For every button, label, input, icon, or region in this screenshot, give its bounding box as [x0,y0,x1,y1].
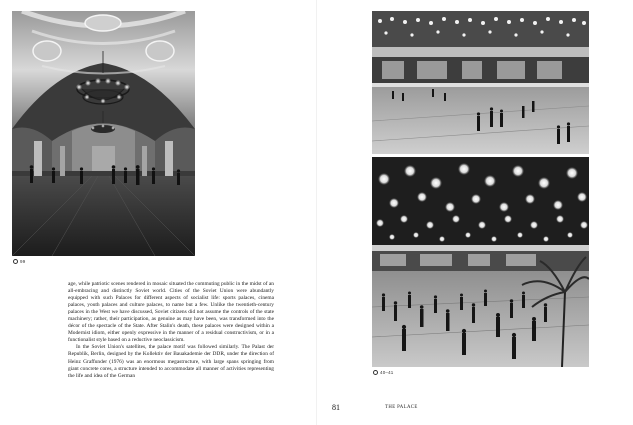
figure-label-left [13,259,25,264]
metro-station-photo [12,11,195,256]
figure-marker-icon [13,259,18,264]
figure-number-right: 40–41 [380,370,394,375]
page-number: 81 [332,403,340,412]
figure-label-right [373,370,394,375]
running-head: THE PALACE [385,405,418,410]
gutter [316,0,317,425]
palace-lamps-photo [372,157,589,367]
figure-marker-icon [373,370,378,375]
palace-foyer-photo [372,11,589,154]
body-text [68,281,274,380]
paragraph-1: age, while patriotic scenes rendered in mosaic situated the commuting public in the midst of an all-embracing and distinctly Soviet world. Cities of the Soviet Union were abundantly equipped with such Palaces for different aspects of socialist life: sports palaces, cinema palaces, youth palaces and culture palaces, to name but a few. Unlike the twentieth-century palaces in the West we have discussed, Soviet citizens did not assume the controls of the state machinery; rather, their participation, as genuine as may have been, was transformed into the décor of the spectacle of the State. After Stalin's death, these palaces were designed within a Modernist idiom, either openly expressive in the manner of a residual constructivism, or in a functionalist style based on a reductive neoclassicism. [68,281,274,344]
paragraph-2: In the Soviet Union's satellites, the palace motif was followed similarly. The Palast der Republik, Berlin, designed by the Kollektiv der Bauakademie der DDR, under the direction of Heinz Graffunder (1976) was an enormous megastructure, with large spans springing from giant concrete cores, a structure intended to accommodate all manner of activities representing the life and idea of the German [68,344,274,379]
figure-number-left: 99 [20,259,26,264]
